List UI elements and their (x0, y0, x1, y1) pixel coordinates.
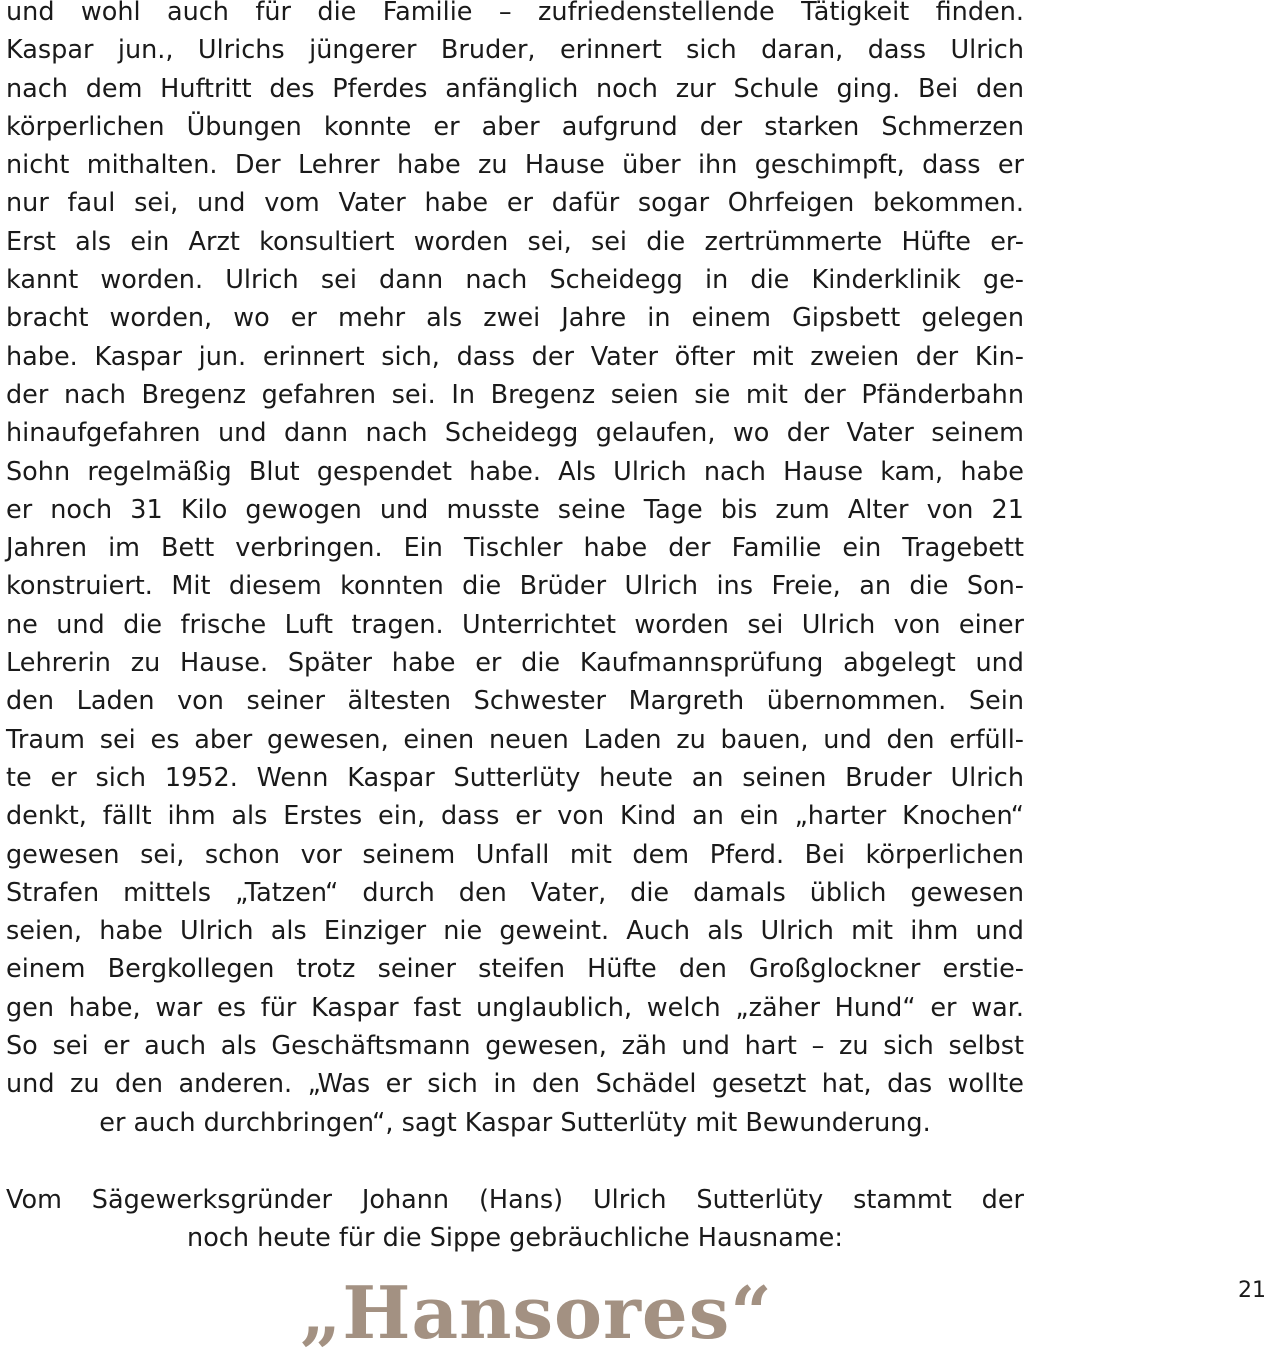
text-line: denkt, fällt ihm als Erstes ein, dass er von Kind an ein „harter Knochen“ (6, 801, 1024, 832)
house-name-heading: „Hansores“ (300, 1270, 773, 1355)
text-line: bracht worden, wo er mehr als zwei Jahre in einem Gipsbett gelegen (6, 303, 1024, 334)
text-line: hinaufgefahren und dann nach Scheidegg gelaufen, wo der Vater seinem (6, 418, 1024, 449)
text-line: Vom Sägewerksgründer Johann (Hans) Ulrich Sutterlüty stammt der (6, 1184, 1024, 1215)
text-line: Lehrerin zu Hause. Später habe er die Kaufmannsprüfung abgelegt und (6, 648, 1024, 679)
paragraph-housename-intro (6, 1181, 1024, 1258)
text-line: nur faul sei, und vom Vater habe er dafür sogar Ohrfeigen bekommen. (6, 188, 1024, 219)
text-line: gewesen sei, schon vor seinem Unfall mit dem Pferd. Bei körperlichen (6, 839, 1024, 870)
text-line: und wohl auch für die Familie – zufriedenstellende Tätigkeit finden. (6, 0, 1024, 27)
text-line: Jahren im Bett verbringen. Ein Tischler habe der Familie ein Tragebett (6, 533, 1024, 564)
text-line: er auch durchbringen“, sagt Kaspar Sutterlüty mit Bewunderung. (99, 1107, 931, 1138)
text-line: Sohn regelmäßig Blut gespendet habe. Als Ulrich nach Hause kam, habe (6, 456, 1024, 487)
page-number: 21 (1238, 1278, 1266, 1303)
text-line: So sei er auch als Geschäftsmann gewesen, zäh und hart – zu sich selbst (6, 1031, 1024, 1062)
text-line: Traum sei es aber gewesen, einen neuen Laden zu bauen, und den erfüll- (6, 724, 1024, 755)
text-line: te er sich 1952. Wenn Kaspar Sutterlüty heute an seinen Bruder Ulrich (6, 762, 1024, 793)
text-line: nicht mithalten. Der Lehrer habe zu Hause über ihn geschimpft, dass er (6, 150, 1024, 181)
text-line: ne und die frische Luft tragen. Unterrichtet worden sei Ulrich von einer (6, 609, 1024, 640)
body-text (6, 0, 1024, 1258)
text-line: der nach Bregenz gefahren sei. In Bregenz seien sie mit der Pfänderbahn (6, 379, 1024, 410)
text-line: körperlichen Übungen konnte er aber aufgrund der starken Schmerzen (6, 111, 1024, 142)
text-line: noch heute für die Sippe gebräuchliche Hausname: (187, 1223, 843, 1254)
text-line: er noch 31 Kilo gewogen und musste seine Tage bis zum Alter von 21 (6, 494, 1024, 525)
text-line: kannt worden. Ulrich sei dann nach Scheidegg in die Kinderklinik ge- (6, 265, 1024, 296)
text-line: einem Bergkollegen trotz seiner steifen Hüfte den Großglockner erstie- (6, 954, 1024, 985)
text-line: Kaspar jun., Ulrichs jüngerer Bruder, erinnert sich daran, dass Ulrich (6, 35, 1024, 66)
text-line: seien, habe Ulrich als Einziger nie geweint. Auch als Ulrich mit ihm und (6, 916, 1024, 947)
paragraph-biography (6, 0, 1024, 1142)
text-line: konstruiert. Mit diesem konnten die Brüder Ulrich ins Freie, an die Son- (6, 571, 1024, 602)
text-line: und zu den anderen. „Was er sich in den Schädel gesetzt hat, das wollte (6, 1069, 1024, 1100)
text-line: Erst als ein Arzt konsultiert worden sei, sei die zertrümmerte Hüfte er- (6, 226, 1024, 257)
text-line: habe. Kaspar jun. erinnert sich, dass der Vater öfter mit zweien der Kin- (6, 341, 1024, 372)
text-line: den Laden von seiner ältesten Schwester Margreth übernommen. Sein (6, 686, 1024, 717)
text-line: nach dem Huftritt des Pferdes anfänglich noch zur Schule ging. Bei den (6, 73, 1024, 104)
text-line: Strafen mittels „Tatzen“ durch den Vater, die damals üblich gewesen (6, 877, 1024, 908)
text-line: gen habe, war es für Kaspar fast unglaublich, welch „zäher Hund“ er war. (6, 992, 1024, 1023)
